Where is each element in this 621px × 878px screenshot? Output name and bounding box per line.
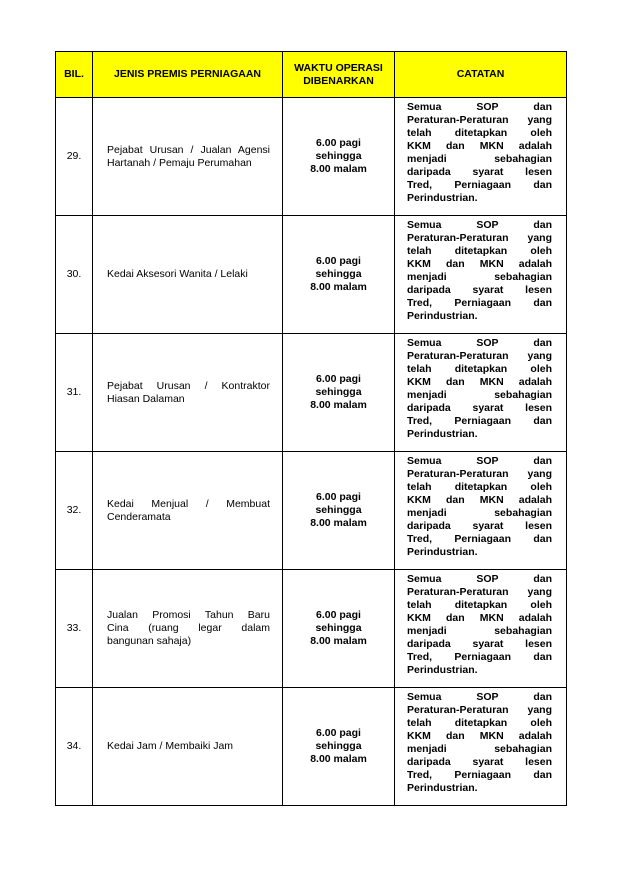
remarks-line: Semua SOP dan [407, 101, 552, 113]
row-number: 31. [56, 334, 93, 452]
row-number: 32. [56, 452, 93, 570]
remarks-line: daripada syarat lesen [407, 638, 552, 650]
remarks-line: KKM dan MKN adalah [407, 376, 552, 388]
operating-hours-line: 8.00 malam [310, 281, 367, 293]
operating-hours-line: sehingga [315, 150, 362, 162]
premise-type-line: bangunan sahaja) [107, 635, 192, 647]
operating-hours [283, 216, 395, 334]
operating-hours-line: 8.00 malam [310, 753, 367, 765]
remarks-line: daripada syarat lesen [407, 166, 552, 178]
premise-type-line: Jualan Promosi Tahun Baru [107, 609, 270, 621]
remarks-line: Perindustrian. [407, 192, 478, 204]
remarks-line: Peraturan-Peraturan yang [407, 704, 552, 716]
remarks-line: menjadi sebahagian [407, 153, 552, 165]
remarks-line: KKM dan MKN adalah [407, 140, 552, 152]
remarks-line: Tred, Perniagaan dan [407, 533, 552, 545]
header-catatan: CATATAN [395, 52, 567, 98]
remarks-line: Semua SOP dan [407, 337, 552, 349]
remarks-line: Semua SOP dan [407, 573, 552, 585]
premise-type [93, 334, 283, 452]
premise-type-line: Kedai Jam / Membaiki Jam [107, 740, 234, 752]
row-number: 30. [56, 216, 93, 334]
remarks-line: Peraturan-Peraturan yang [407, 350, 552, 362]
remarks-line: menjadi sebahagian [407, 389, 552, 401]
premise-type-line: Cenderamata [107, 510, 171, 523]
operating-hours [283, 452, 395, 570]
row-number: 34. [56, 688, 93, 806]
premise-type-line: Kedai Menjual / Membuat [107, 497, 270, 510]
remarks-line: Perindustrian. [407, 310, 478, 322]
remarks [395, 570, 567, 688]
remarks-line: menjadi sebahagian [407, 625, 552, 637]
operating-hours-line: sehingga [315, 740, 362, 752]
remarks-line: daripada syarat lesen [407, 284, 552, 296]
remarks [395, 334, 567, 452]
operating-hours-line: 8.00 malam [310, 635, 367, 647]
operating-hours-line: 8.00 malam [310, 163, 367, 175]
remarks-line: daripada syarat lesen [407, 520, 552, 532]
operating-hours [283, 98, 395, 216]
table-row [56, 452, 567, 570]
operating-hours-line: 6.00 pagi [316, 373, 361, 385]
operating-hours [283, 334, 395, 452]
operating-hours [283, 570, 395, 688]
premise-type [93, 688, 283, 806]
remarks-line: Perindustrian. [407, 546, 478, 558]
remarks-line: Tred, Perniagaan dan [407, 769, 552, 781]
remarks-line: Peraturan-Peraturan yang [407, 586, 552, 598]
premise-type [93, 570, 283, 688]
operating-hours-line: 6.00 pagi [316, 491, 361, 503]
remarks-line: telah ditetapkan oleh [407, 717, 552, 729]
remarks-line: Semua SOP dan [407, 691, 552, 703]
remarks-line: telah ditetapkan oleh [407, 363, 552, 375]
table-row [56, 688, 567, 806]
table-row [56, 334, 567, 452]
remarks [395, 98, 567, 216]
header-waktu [283, 52, 395, 98]
premise-type-line: Kedai Aksesori Wanita / Lelaki [107, 268, 248, 280]
remarks-line: KKM dan MKN adalah [407, 612, 552, 624]
remarks-line: Peraturan-Peraturan yang [407, 468, 552, 480]
remarks-line: Perindustrian. [407, 428, 478, 440]
header-waktu-line: WAKTU OPERASI [294, 61, 383, 74]
remarks [395, 216, 567, 334]
premises-table [55, 51, 567, 806]
operating-hours-line: sehingga [315, 268, 362, 280]
premise-type-line: Pejabat Urusan / Jualan Agensi [107, 143, 270, 156]
remarks-line: telah ditetapkan oleh [407, 481, 552, 493]
remarks-line: Tred, Perniagaan dan [407, 651, 552, 663]
remarks-line: daripada syarat lesen [407, 756, 552, 768]
premise-type-line: Hiasan Dalaman [107, 392, 185, 405]
remarks-line: Tred, Perniagaan dan [407, 179, 552, 191]
remarks-line: Semua SOP dan [407, 455, 552, 467]
premise-type-line: Hartanah / Pemaju Perumahan [107, 156, 252, 169]
operating-hours-line: 8.00 malam [310, 517, 367, 529]
header-waktu-line: DIBENARKAN [303, 74, 374, 87]
remarks-line: daripada syarat lesen [407, 402, 552, 414]
operating-hours-line: sehingga [315, 386, 362, 398]
operating-hours-line: sehingga [315, 504, 362, 516]
premise-type [93, 216, 283, 334]
operating-hours-line: 8.00 malam [310, 399, 367, 411]
operating-hours [283, 688, 395, 806]
remarks-line: Perindustrian. [407, 782, 478, 794]
remarks [395, 452, 567, 570]
row-number: 29. [56, 98, 93, 216]
remarks-line: Peraturan-Peraturan yang [407, 232, 552, 244]
remarks-line: menjadi sebahagian [407, 743, 552, 755]
remarks-line: Semua SOP dan [407, 219, 552, 231]
remarks-line: menjadi sebahagian [407, 271, 552, 283]
operating-hours-line: sehingga [315, 622, 362, 634]
header-row [56, 52, 567, 98]
table-row [56, 216, 567, 334]
header-jenis: JENIS PREMIS PERNIAGAAN [93, 52, 283, 98]
operating-hours-line: 6.00 pagi [316, 137, 361, 149]
premise-type-line: Cina (ruang legar dalam [107, 622, 270, 634]
remarks-line: Tred, Perniagaan dan [407, 415, 552, 427]
remarks-line: KKM dan MKN adalah [407, 258, 552, 270]
header-bil: BIL. [56, 52, 93, 98]
table-row [56, 570, 567, 688]
operating-hours-line: 6.00 pagi [316, 727, 361, 739]
remarks-line: menjadi sebahagian [407, 507, 552, 519]
remarks [395, 688, 567, 806]
remarks-line: telah ditetapkan oleh [407, 599, 552, 611]
remarks-line: telah ditetapkan oleh [407, 127, 552, 139]
remarks-line: telah ditetapkan oleh [407, 245, 552, 257]
premise-type-line: Pejabat Urusan / Kontraktor [107, 379, 270, 392]
remarks-line: Tred, Perniagaan dan [407, 297, 552, 309]
operating-hours-line: 6.00 pagi [316, 609, 361, 621]
premise-type [93, 452, 283, 570]
table-row [56, 98, 567, 216]
remarks-line: KKM dan MKN adalah [407, 494, 552, 506]
operating-hours-line: 6.00 pagi [316, 255, 361, 267]
premise-type [93, 98, 283, 216]
remarks-line: Perindustrian. [407, 664, 478, 676]
remarks-line: KKM dan MKN adalah [407, 730, 552, 742]
row-number: 33. [56, 570, 93, 688]
remarks-line: Peraturan-Peraturan yang [407, 114, 552, 126]
